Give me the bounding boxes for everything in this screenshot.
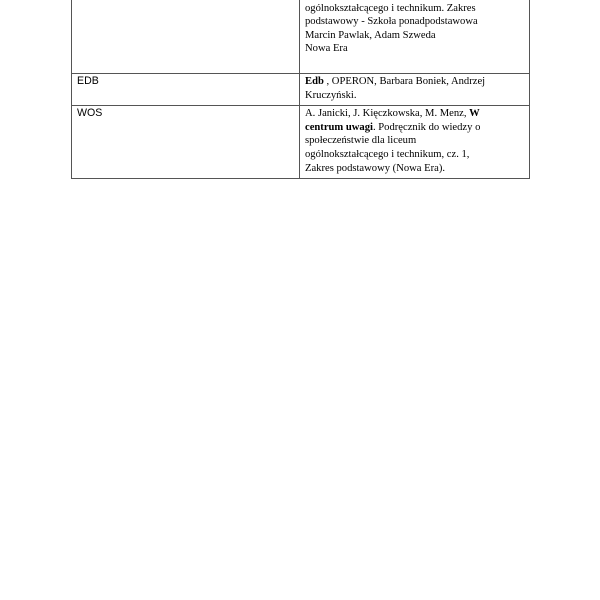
- textbook-title: Edb: [305, 76, 324, 87]
- subject-cell: EDB: [72, 74, 300, 106]
- textbook-line: Marcin Pawlak, Adam Szweda: [305, 29, 436, 41]
- textbook-authors: A. Janicki, J. Kięczkowska, M. Menz,: [305, 108, 470, 120]
- table-row: [72, 106, 530, 179]
- textbook-line: Nowa Era: [305, 43, 348, 55]
- textbook-cell: [300, 74, 530, 106]
- textbook-line: ogólnokształcącego i technikum, cz. 1,: [305, 148, 470, 160]
- textbook-line: Zakres podstawowy (Nowa Era).: [305, 162, 446, 174]
- textbook-line: podstawowy - Szkoła ponadpodstawowa: [305, 16, 478, 28]
- textbook-cell: [300, 0, 530, 74]
- textbook-title: W: [469, 108, 480, 120]
- table-row: [72, 0, 530, 74]
- table-row: [72, 74, 530, 106]
- textbook-details: . Podręcznik do wiedzy o: [372, 121, 481, 133]
- textbook-details: , OPERON, Barbara Boniek, Andrzej: [323, 76, 486, 87]
- textbook-title: centrum uwagi: [305, 121, 373, 133]
- textbook-line: Kruczyński.: [305, 89, 357, 101]
- textbook-line: społeczeństwie dla liceum: [305, 135, 417, 147]
- textbook-table: [71, 0, 530, 179]
- textbook-cell: [300, 106, 530, 179]
- textbook-line: ogólnokształcącego i technikum. Zakres: [305, 2, 476, 14]
- subject-cell: [72, 0, 300, 74]
- subject-cell: WOS: [72, 106, 300, 179]
